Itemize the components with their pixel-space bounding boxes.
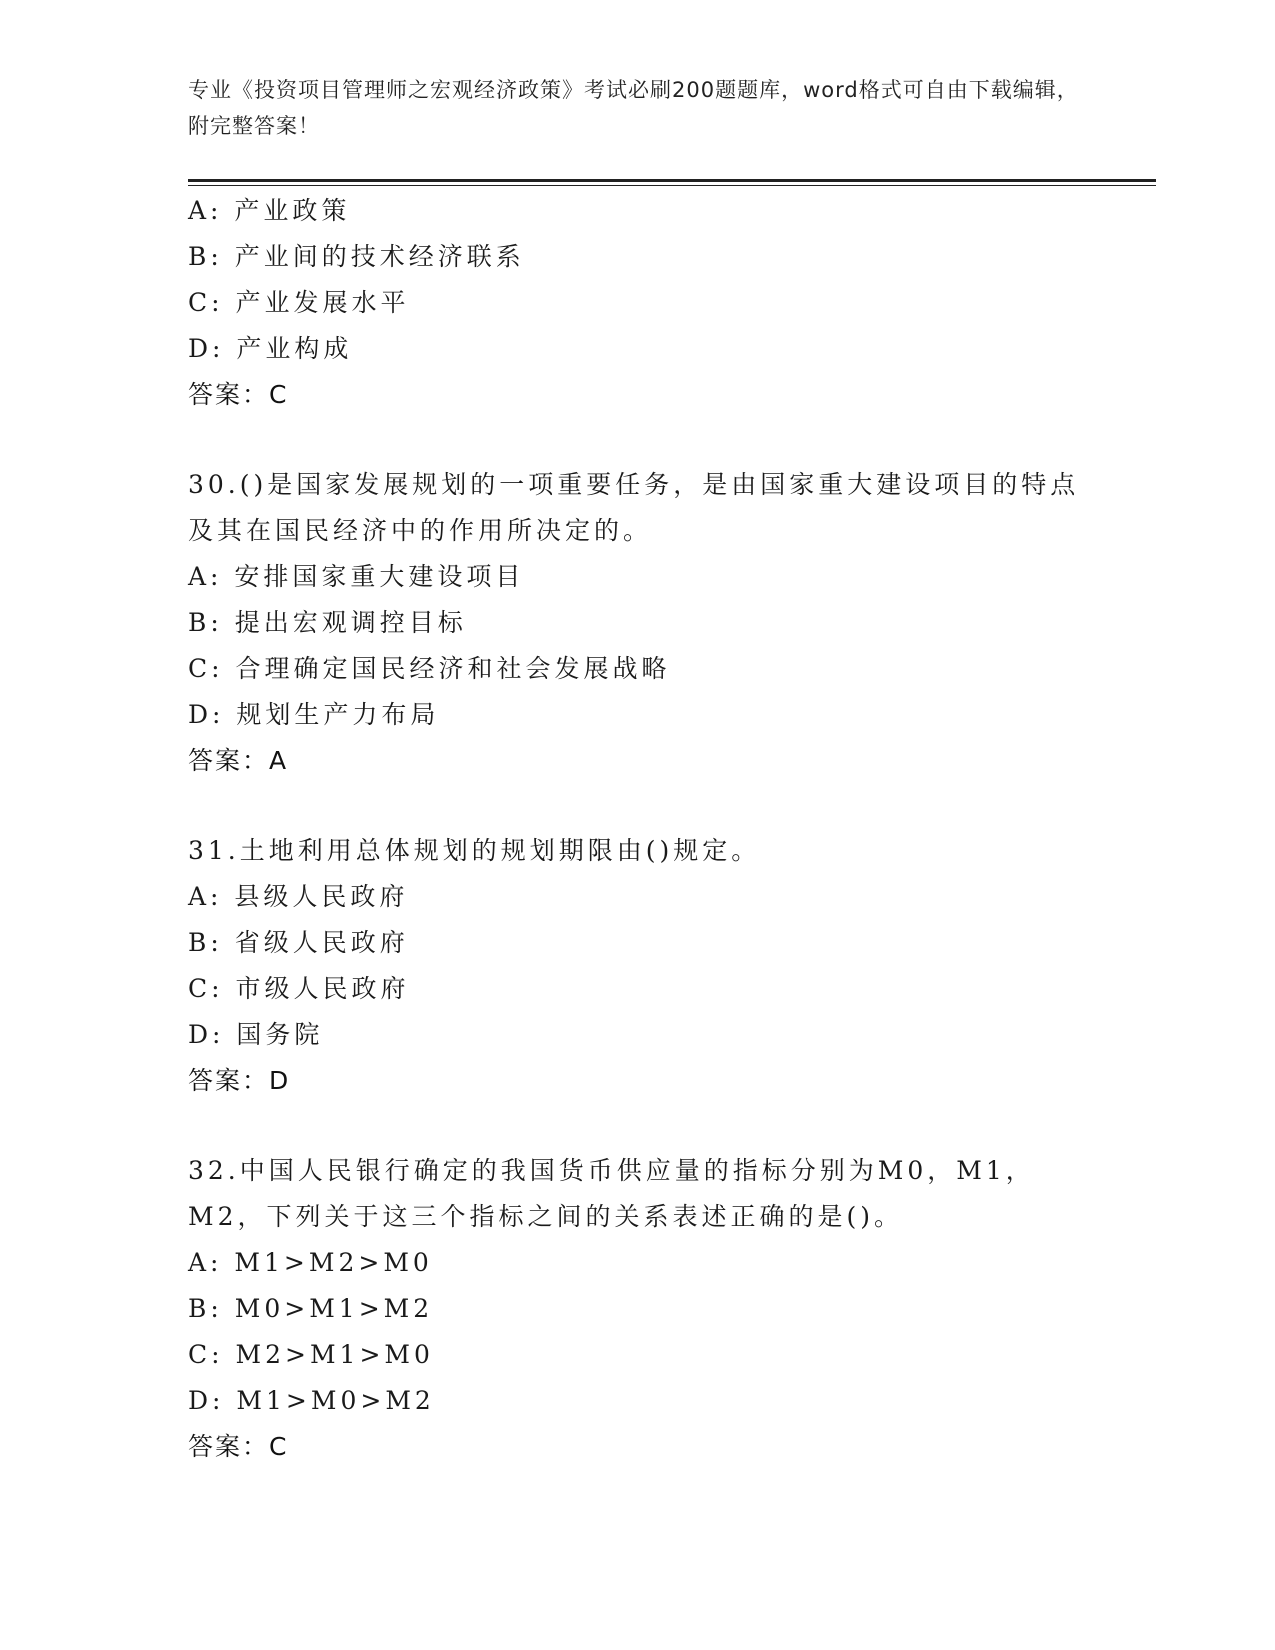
document-header: 专业《投资项目管理师之宏观经济政策》考试必刷200题题库，word格式可自由下载编辑，附完整答案！ [188,78,1079,138]
option-c: C: 产业发展水平 [188,288,410,317]
option-c: C: 市级人民政府 [188,974,410,1003]
question-29 [188,188,1088,418]
question-31 [188,828,1088,1104]
option-b: B: 提出宏观调控目标 [188,608,467,637]
option-a: A: 县级人民政府 [188,882,409,911]
answer-line: 答案：A [188,746,289,775]
option-b: B: M0>M1>M2 [188,1294,434,1323]
option-d: D: 规划生产力布局 [188,700,440,729]
answer-line: 答案：D [188,1066,291,1095]
spacer [188,418,1088,462]
answer-line: 答案：C [188,380,289,409]
option-d: D: M1>M0>M2 [188,1386,435,1415]
option-d: D: 国务院 [188,1020,324,1049]
header-divider-thick [188,179,1156,182]
question-stem: 31.土地利用总体规划的规划期限由()规定。 [188,836,761,865]
option-b: B: 省级人民政府 [188,928,409,957]
question-list [188,188,1088,1470]
header-divider-thin [188,185,1156,186]
question-stem: 30.()是国家发展规划的一项重要任务，是由国家重大建设项目的特点及其在国民经济中的作用所决定的。 [188,470,1080,545]
answer-line: 答案：C [188,1432,289,1461]
option-a: A: 安排国家重大建设项目 [188,562,525,591]
option-c: C: 合理确定国民经济和社会发展战略 [188,654,671,683]
spacer [188,1104,1088,1148]
option-b: B: 产业间的技术经济联系 [188,242,525,271]
question-stem: 32.中国人民银行确定的我国货币供应量的指标分别为M0，M1，M2，下列关于这三个指标之间的关系表述正确的是()。 [188,1156,1035,1231]
spacer [188,784,1088,828]
question-32 [188,1148,1088,1470]
option-a: A: M1>M2>M0 [188,1248,433,1277]
question-30 [188,462,1088,784]
option-a: A: 产业政策 [188,196,351,225]
option-c: C: M2>M1>M0 [188,1340,434,1369]
option-d: D: 产业构成 [188,334,353,363]
